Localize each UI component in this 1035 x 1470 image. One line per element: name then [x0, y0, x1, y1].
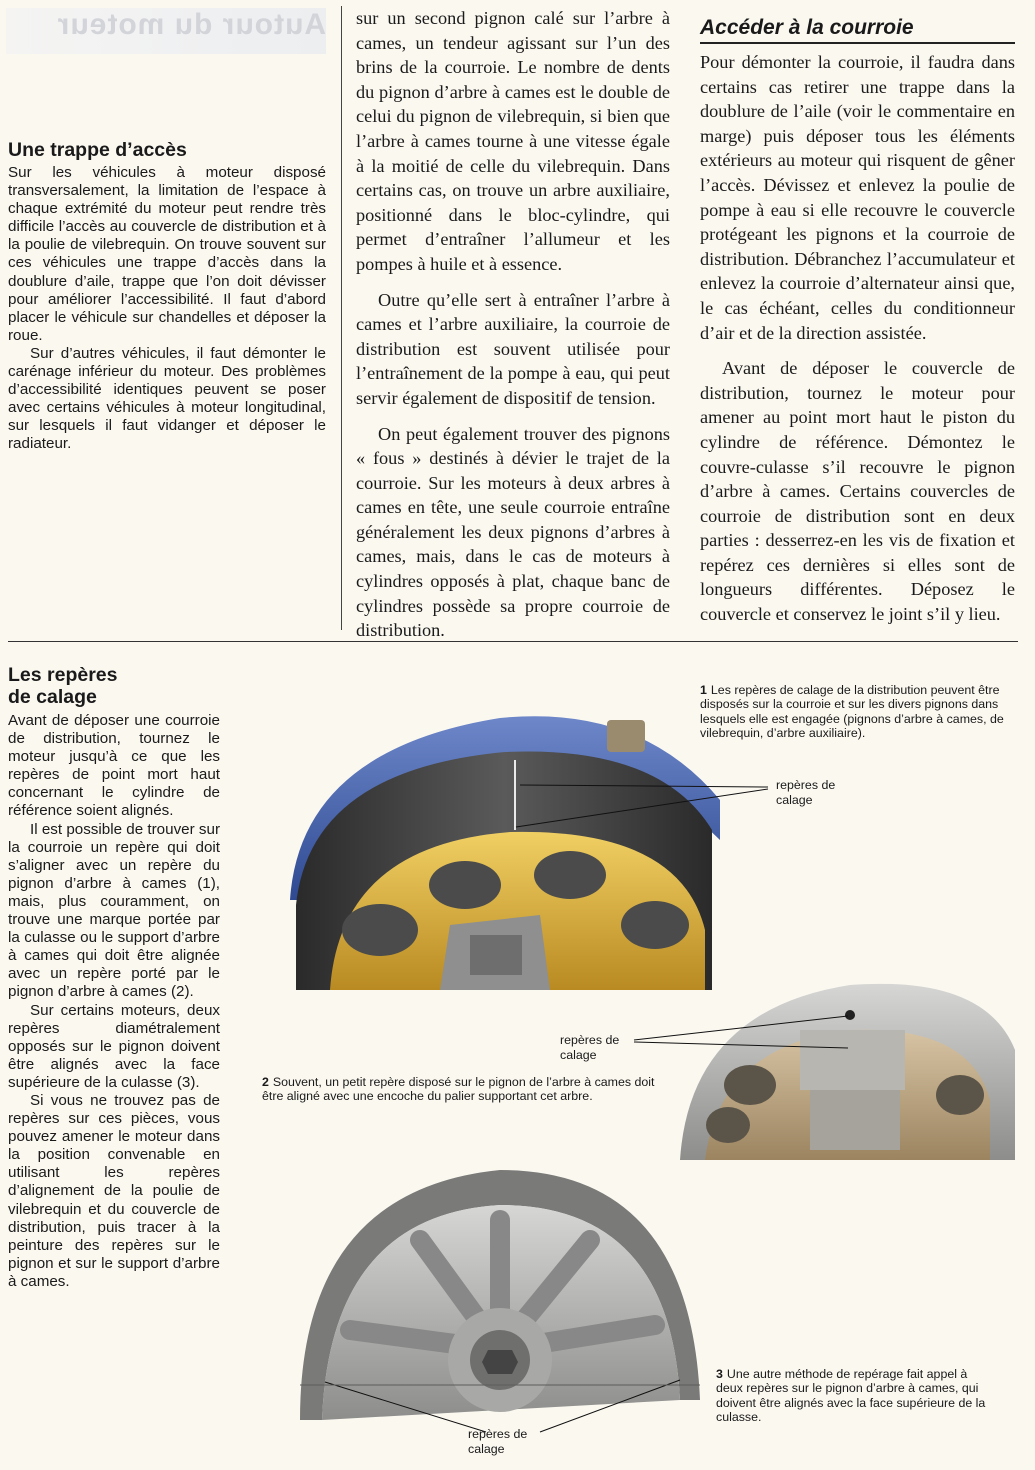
label-line: calage: [560, 1048, 597, 1062]
caption-text: Une autre méthode de repérage fait appel à deux repères sur le pignon d’arbre à cames, qui doivent être alignés avec la face supérieure de la culasse.: [716, 1367, 986, 1425]
pulley-hole: [429, 861, 501, 909]
label-line: repères de: [468, 1427, 528, 1441]
sprocket-hole: [936, 1075, 984, 1115]
sidebar-paragraph: Il est possible de trouver sur la courroie un repère qui doit s’aligner avec un repère du pignon d’arbre à cames (1), mais, plus couramment, on trouve une marque portée par la culasse ou le support d’arbre à cames qui doit être alignée avec un repère porté par le pignon d’arbre à cames (2).: [8, 820, 220, 1001]
sidebar-title: Une trappe d’accès: [8, 139, 187, 161]
figure-1-caption: [700, 683, 1018, 741]
figure-3-spoked-sprocket: [300, 1170, 700, 1432]
label-line: calage: [468, 1442, 505, 1456]
pulley-hole: [342, 904, 418, 956]
sprocket-hole: [724, 1065, 776, 1105]
body-paragraph: Pour démonter la courroie, il faudra dans certains cas retirer une trappe dans la doublure de l’aile (voir le commentaire en marge) puis déposer tous les éléments extérieurs au moteur qui risquent de gêner l’accès. Dévissez et enlevez la poulie de pompe à eau si elle recouvre le couvercle protégeant les pignons et la courroie de distribution. Débranchez l’accumulateur et enlevez la courroie d’alternateur ainsi que, le cas échéant, celles du conditionneur d’air et de la direction assistée.: [700, 52, 1015, 343]
section-title: Accéder à la courroie: [700, 16, 1015, 44]
pulley-hole: [621, 901, 689, 949]
bearing-block: [800, 1030, 905, 1090]
figure-1-label: [776, 778, 835, 808]
caption-number: 3: [716, 1367, 723, 1381]
timing-dot: [845, 1010, 855, 1020]
figure-2-caption: [262, 1075, 656, 1104]
caption-text: Souvent, un petit repère disposé sur le pignon de l’arbre à cames doit être aligné avec une encoche du palier supportant cet arbre.: [262, 1075, 655, 1104]
caption-text: Les repères de calage de la distribution peuvent être disposés sur la courroie et sur les divers pignons dans lesquels elle est engagée (pignons d’arbre à cames, de vilebrequin, d’arbre auxiliaire).: [700, 683, 1004, 741]
figure-3-caption: [716, 1367, 994, 1425]
body-paragraph: Outre qu’elle sert à entraîner l’arbre à cames et l’arbre auxiliaire, la courroie de distribution est souvent utilisée pour l’entraînement de la pompe à eau, qui peut servir également de dispositif de tension.: [356, 289, 670, 408]
label-line: calage: [776, 793, 813, 807]
sprocket-hole: [706, 1107, 750, 1143]
sidebar-paragraph: Sur d’autres véhicules, il faut démonter le carénage inférieur du moteur. Des problèmes d’accessibilité identiques peuvent se poser avec certains véhicules à moteur longitudinal, sur lesquels il faut vidanger et déposer le radiateur.: [8, 344, 326, 453]
hex-nut: [470, 935, 522, 975]
ghost-running-head: Autour du moteur: [6, 8, 326, 54]
figure-3-label: [468, 1427, 527, 1457]
body-paragraph: sur un second pignon calé sur l’arbre à cames, un tendeur agissant sur l’un des brins de la courroie. Le nombre de dents du pignon d’arbre à cames est le double de celui du pignon de vilebrequin, si bien que l’arbre à cames tourne à une vitesse égale à la moitié de celle du vilebrequin. Dans certains cas, on trouve un arbre auxiliaire, positionné dans le bloc-cylindre, qui permet d’entraîner l’allumeur et les pompes à huile et à essence.: [356, 8, 670, 274]
body-paragraph: Avant de déposer le couvercle de distribution, tournez le moteur pour amener au point mort haut le piston du cylindre de référence. Démontez le couvre-culasse s’il recouvre le pignon d’arbre à cames. Certains couvercles de courroie de distribution sont en deux parties : desserrez-en les vis de fixation et repérez ces dernières si elles sont de longueurs différentes. Déposez le couvercle et conservez le joint s’il y lieu.: [700, 358, 1015, 625]
caption-number: 1: [700, 683, 707, 697]
tensioner-bolt: [607, 720, 645, 752]
sidebar-paragraph: Sur les véhicules à moteur disposé transversalement, la limitation de l’espace à chaque extrémité du moteur peut rendre très difficile l’accès au couvercle de distribution et à la poulie de vilebrequin. On trouve souvent sur ces véhicules une trappe d’accès dans la doublure d’aile, trappe que l’on doit dévisser pour améliorer l’accessibilité. Il faut d’abord placer le véhicule sur chandelles et déposer la roue.: [8, 164, 326, 344]
hex-bolt: [482, 1350, 518, 1374]
label-line: repères de: [560, 1033, 620, 1047]
sidebar-title-line: de calage: [8, 686, 97, 708]
sidebar-paragraph: Si vous ne trouvez pas de repères sur ces pièces, vous pouvez amener le moteur dans la position convenable en utilisant les repères d’alignement de la poulie de vilebrequin et du couvercle de distribution, puis tracer à la peinture des repères sur le pignon et sur le support d’arbre à cames.: [8, 1091, 220, 1290]
sidebar-paragraph: Sur certains moteurs, deux repères diamétralement opposés sur le pignon doivent être alignés avec la face supérieure de la culasse (3).: [8, 1001, 220, 1091]
figure-1-cam-pulley: [290, 716, 768, 990]
label-line: repères de: [776, 778, 836, 792]
figure-2-sprocket: [634, 984, 1015, 1160]
sidebar-title-line: Les repères: [8, 664, 118, 686]
body-paragraph: On peut également trouver des pignons « fous » destinés à dévier le trajet de la courroie. Sur les moteurs à deux arbres à cames en tête, une seule courroie entraîne généralement les deux pignons d’arbres à cames, mais, dans le cas de moteurs à cylindres opposés à plat, chaque banc de cylindres possède sa propre courroie de distribution.: [356, 423, 670, 641]
caption-number: 2: [262, 1075, 269, 1089]
sidebar-paragraph: Avant de déposer une courroie de distribution, tournez le moteur jusqu’à ce que les repères de point mort haut concernant le cylindre de référence soient alignés.: [8, 712, 220, 820]
bearing-block: [810, 1090, 900, 1150]
pulley-hole: [534, 851, 606, 899]
figure-2-label: [560, 1033, 619, 1063]
